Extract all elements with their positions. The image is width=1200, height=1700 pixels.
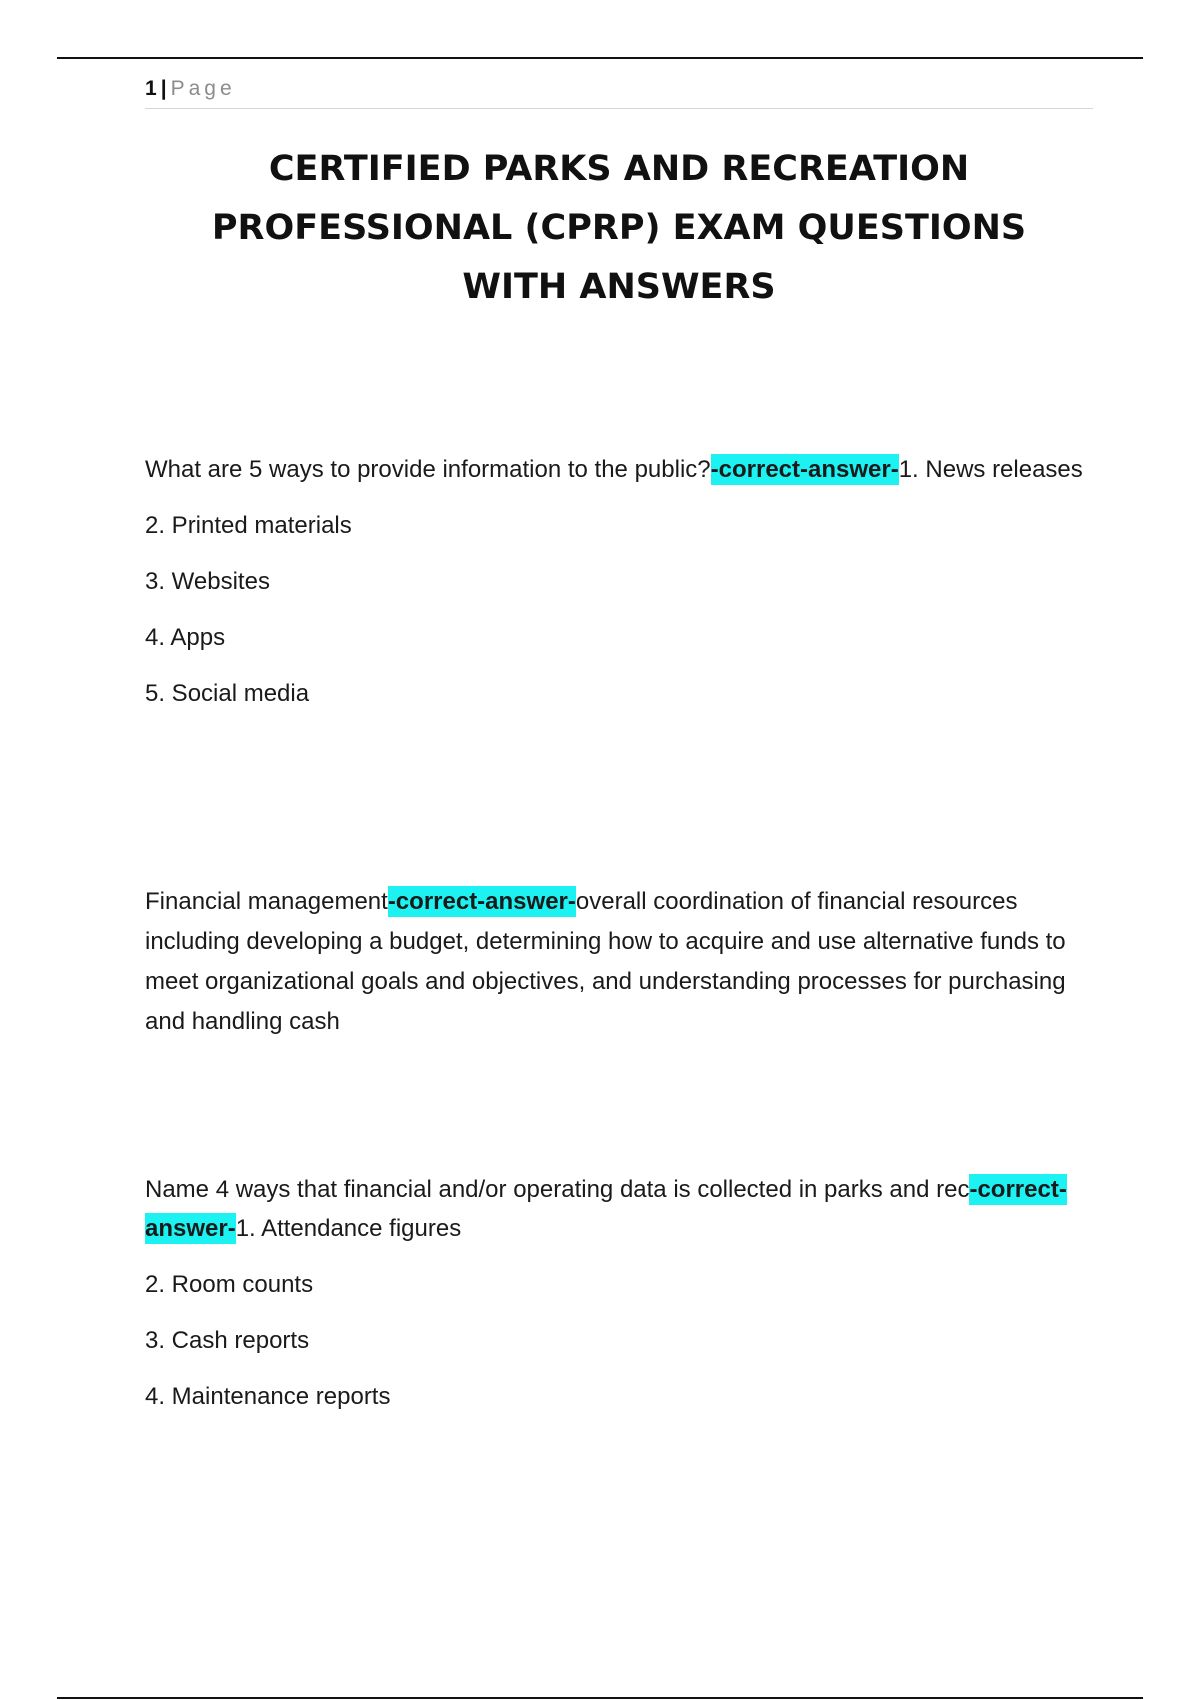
list-item: 2. Room counts [145, 1271, 314, 1298]
question-text: Name 4 ways that financial and/or operating data is collected in parks and rec [145, 1176, 970, 1203]
list-item: 2. Printed materials [145, 512, 352, 539]
answer-text: overall coordination of financial resources including developing a budget, determining how to acquire and use alternative funds to meet organizational goals and objectives, and understanding processes for purchasing and handling cash [145, 888, 1066, 1035]
page-separator: | [160, 77, 167, 100]
qa-question-line [145, 1170, 1093, 1248]
list-item: 4. Apps [145, 624, 226, 651]
answer-marker: -correct-answer- [387, 888, 576, 915]
qa-block-3 [145, 1170, 1093, 1416]
list-item: 5. Social media [145, 680, 310, 707]
page-label: Page [170, 77, 236, 100]
qa-block-2 [145, 882, 1093, 1042]
page-number: 1 [145, 77, 157, 100]
document-title [145, 140, 1093, 317]
answer-marker: -correct-answer- [710, 456, 899, 483]
answer-text: 1. News releases [898, 456, 1083, 483]
question-text: What are 5 ways to provide information to the public? [145, 456, 711, 483]
answer-text: 1. Attendance figures [235, 1215, 462, 1242]
answer-marker: -correct-answer- [145, 1176, 1067, 1242]
qa-block-1 [145, 450, 1093, 713]
title-line-2: PROFESSIONAL (CPRP) EXAM QUESTIONS [211, 208, 1027, 248]
title-line-1: CERTIFIED PARKS AND RECREATION [268, 149, 970, 189]
bottom-rule [57, 1697, 1143, 1699]
page-header [145, 74, 1093, 109]
list-item: 3. Cash reports [145, 1327, 310, 1354]
list-item: 3. Websites [145, 568, 270, 595]
top-rule [57, 57, 1143, 59]
title-line-3: WITH ANSWERS [462, 267, 776, 307]
qa-question-line [145, 882, 1093, 1042]
qa-question-line [145, 450, 1093, 489]
question-text: Financial management [145, 888, 388, 915]
list-item: 4. Maintenance reports [145, 1383, 391, 1410]
